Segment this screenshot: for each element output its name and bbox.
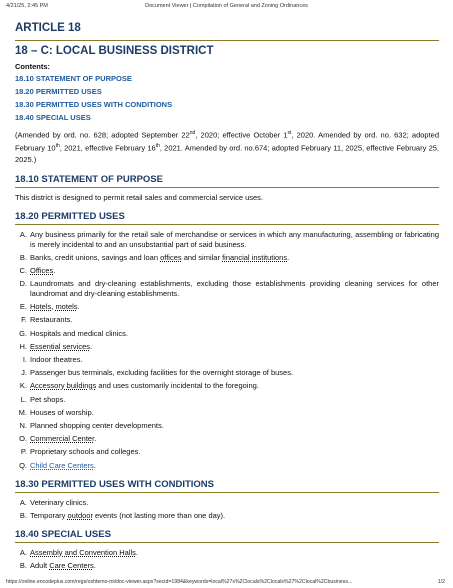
list-marker: H. <box>19 341 27 351</box>
permitted-uses-list <box>15 230 439 471</box>
definition-link-child-care-centers[interactable]: Child Care Centers <box>30 460 94 470</box>
print-url: https://online.encodeplus.com/regs/oshtemo-mi/doc-viewer.aspx?secid=1984&keywords=local%27s%2Clocals%2Clocals%27%2Clocal%2Cbusiness... <box>6 579 353 585</box>
list-item <box>15 230 439 250</box>
list-marker: C. <box>19 265 27 275</box>
amend-text-1: (Amended by ord. no. 628; adopted September 22 <box>15 130 190 140</box>
list-marker: L. <box>20 394 27 404</box>
list-item <box>15 355 439 365</box>
list-text: Planned shopping center developments. <box>30 420 164 430</box>
list-text: Passenger bus terminals, excluding facilities for the overnight storage of buses. <box>30 368 294 378</box>
definition-link-assembly-halls[interactable]: Assembly and Convention Halls <box>30 547 136 557</box>
list-marker: A. <box>19 229 27 239</box>
list-item <box>15 266 439 276</box>
list-marker: O. <box>19 434 27 444</box>
list-text: Proprietary schools and colleges. <box>30 447 141 457</box>
definition-link-accessory-buildings[interactable]: Accessory buildings <box>30 381 97 391</box>
list-marker: K. <box>19 381 27 391</box>
list-text: Houses of worship. <box>30 407 94 417</box>
list-item <box>15 302 439 312</box>
amend-sup-1: nd <box>189 130 196 136</box>
list-marker: Q. <box>19 460 27 470</box>
list-text: . <box>53 265 56 275</box>
toc-link-1830[interactable]: 18.30 PERMITTED USES WITH CONDITIONS <box>15 100 173 109</box>
definition-link-motels[interactable]: motels <box>55 302 78 312</box>
list-item <box>15 253 439 263</box>
list-item <box>15 395 439 405</box>
definition-link-financial-institutions[interactable]: financial institutions <box>222 252 288 262</box>
document-body <box>15 22 439 574</box>
list-marker: N. <box>19 420 27 430</box>
list-marker: B. <box>19 510 27 520</box>
list-text: and similar <box>181 252 223 262</box>
list-text: . <box>93 560 96 570</box>
list-item <box>15 408 439 418</box>
list-item <box>15 447 439 457</box>
list-item <box>15 511 439 521</box>
section-heading-1830: 18.30 PERMITTED USES WITH CONDITIONS <box>15 479 439 493</box>
list-text: . <box>93 460 96 470</box>
chapter-heading: 18 – C: LOCAL BUSINESS DISTRICT <box>15 40 439 57</box>
list-item <box>15 548 439 558</box>
list-item <box>15 381 439 391</box>
list-text: Restaurants. <box>30 315 73 325</box>
list-item <box>15 368 439 378</box>
list-marker: P. <box>20 447 27 457</box>
section-heading-1820: 18.20 PERMITTED USES <box>15 211 439 225</box>
amend-sup-3: th <box>55 143 60 149</box>
list-text: . <box>77 302 80 312</box>
definition-link-care-centers[interactable]: Care Centers <box>49 560 94 570</box>
list-text: Temporary <box>30 510 68 520</box>
print-footer <box>0 576 453 588</box>
list-text: Hospitals and medical clinics. <box>30 328 128 338</box>
list-text: and uses customarily incidental to the foregoing. <box>96 381 259 391</box>
section-heading-1840: 18.40 SPECIAL USES <box>15 529 439 543</box>
list-marker: F. <box>21 315 27 325</box>
print-timestamp: 4/21/25, 2:45 PM <box>6 3 48 9</box>
list-text: . <box>90 341 93 351</box>
list-marker: I. <box>22 355 27 364</box>
list-text: Laundromats and dry-cleaning establishments, excluding those establishments providing cleaning services for other laundromat and dry-cleaning establishments. <box>30 279 439 299</box>
list-item <box>15 561 439 571</box>
section-heading-1810: 18.10 STATEMENT OF PURPOSE <box>15 174 439 188</box>
toc-link-1810[interactable]: 18.10 STATEMENT OF PURPOSE <box>15 74 132 83</box>
list-item <box>15 329 439 339</box>
list-text: . <box>135 547 138 557</box>
list-item <box>15 434 439 444</box>
amend-text-2: , 2020; effective October 1 <box>195 130 288 140</box>
list-marker: E. <box>19 302 27 312</box>
list-text: Adult <box>30 560 50 570</box>
print-header <box>0 0 453 12</box>
list-marker: A. <box>19 497 27 507</box>
list-item <box>15 315 439 325</box>
article-heading: ARTICLE 18 <box>15 22 81 34</box>
list-text: . <box>287 252 290 262</box>
list-marker: M. <box>18 407 27 417</box>
amendment-history <box>15 128 439 166</box>
list-marker: D. <box>19 279 27 289</box>
toc-link-1820[interactable]: 18.20 PERMITTED USES <box>15 87 102 96</box>
list-text: Banks, credit unions, savings and loan <box>30 252 161 262</box>
definition-link-commercial-center[interactable]: Commercial Center <box>30 434 95 444</box>
list-text: Any business primarily for the retail sale of merchandise or services in which any manufacturing, assembling or fabricating is merely incidental to and an unsubstantial part of said business. <box>30 229 439 249</box>
list-text: . <box>94 434 97 444</box>
definition-link-hotels[interactable]: Hotels <box>30 302 52 312</box>
amend-text-3: , 2020. Amended by ord. no. 632; adopted February 10 <box>15 130 440 153</box>
list-item <box>15 461 439 471</box>
list-text: Indoor theatres. <box>30 355 83 364</box>
special-uses-list <box>15 548 439 571</box>
print-page-number: 1/2 <box>437 579 445 585</box>
list-text: , <box>51 302 56 312</box>
list-marker: J. <box>21 368 27 378</box>
list-marker: B. <box>19 252 27 262</box>
contents-label: Contents: <box>15 62 50 71</box>
print-title: Document Viewer | Compilation of General and Zoning Ordinances <box>145 3 308 9</box>
conditional-uses-list <box>15 498 439 521</box>
list-item <box>15 279 439 299</box>
list-text: Pet shops. <box>30 394 66 404</box>
amend-text-4: , 2021, effective February 16 <box>59 143 156 153</box>
list-marker: B. <box>19 560 27 570</box>
definition-link-essential-services[interactable]: Essential services <box>30 341 91 351</box>
list-item <box>15 342 439 352</box>
amend-text-5: , 2021. Amended by ord. no.674; adopted February 11, 2025, effective February 25, 2025.) <box>15 143 439 164</box>
list-item <box>15 498 439 508</box>
list-marker: A. <box>19 547 27 557</box>
list-marker: G. <box>19 328 27 338</box>
list-text: Veterinary clinics. <box>30 497 89 507</box>
purpose-text: This district is designed to permit retail sales and commercial service uses. <box>15 192 264 202</box>
definition-link-outdoor[interactable]: outdoor <box>67 510 93 520</box>
amend-sup-2: st <box>287 130 292 136</box>
definition-link-offices[interactable]: Offices <box>30 265 54 275</box>
definition-link-offices[interactable]: offices <box>160 252 182 262</box>
toc-link-1840[interactable]: 18.40 SPECIAL USES <box>15 113 91 122</box>
list-text: events (not lasting more than one day). <box>92 510 226 520</box>
amend-sup-4: th <box>155 143 160 149</box>
list-item <box>15 421 439 431</box>
